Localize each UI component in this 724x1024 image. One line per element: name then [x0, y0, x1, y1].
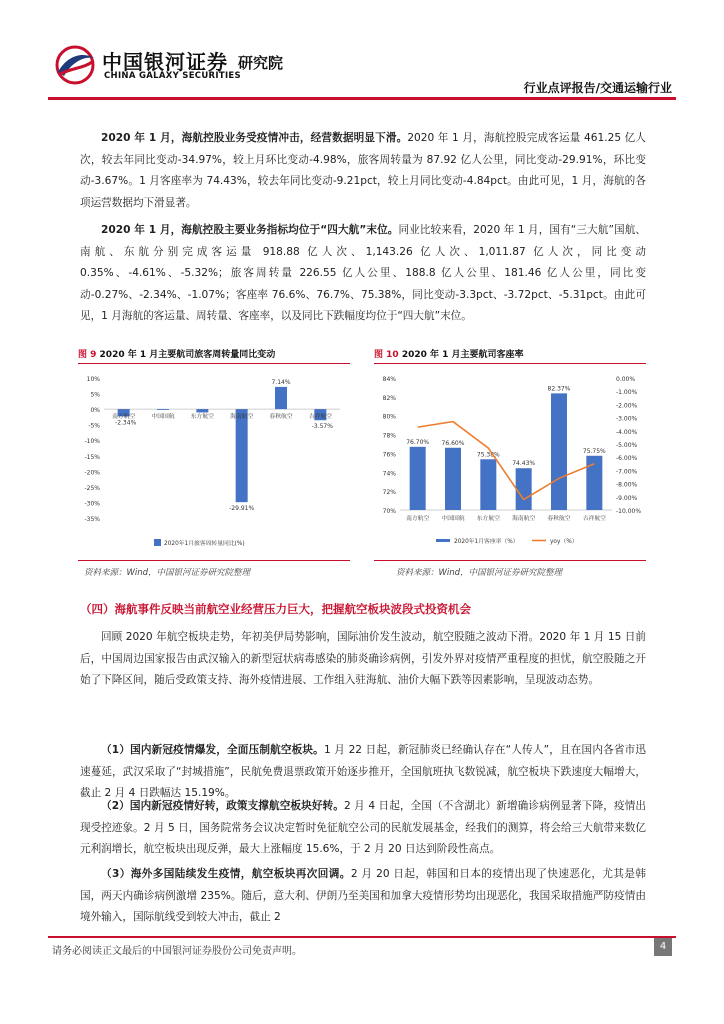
y-right-tick-label: -5.00%	[616, 442, 638, 449]
y-right-tick-label: -9.00%	[616, 494, 638, 502]
legend-swatch-bar	[436, 539, 450, 542]
paragraph-lead: 2020 年 1 月，海航控股主要业务指标均位于“四大航”末位。	[101, 224, 399, 236]
figure-10-caption: 2020 年 1 月主要航司客座率	[401, 350, 524, 360]
y-right-tick-label: -7.00%	[616, 468, 638, 476]
category-label: 吉祥航空	[582, 516, 606, 522]
bar	[516, 468, 532, 510]
paragraph-body: 1 月 22 日起，新冠肺炎已经确认存在“人传人”，且在国内各省市迅速蔓延，武汉采取了“封城措施”，民航免费退票政策开始逐步推开，全国航班执飞数锐减，航空板块下跌速度大幅增大，截止 2 月 4 日跌幅达 15.19%。	[80, 744, 647, 799]
y-tick-label: 10%	[86, 376, 100, 383]
legend-label: 2020年1月客座率（%）	[454, 539, 519, 545]
y-left-tick-label: 70%	[382, 508, 396, 515]
y-tick-label: -25%	[84, 484, 100, 492]
y-left-tick-label: 84%	[382, 376, 396, 383]
legend-label: 2020年1月旅客周转量同比(%)	[164, 541, 245, 547]
paragraph-body: 回顾 2020 年航空板块走势，年初美伊局势影响，国际油价发生波动，航空股随之波动下滑。2020 年 1 月 15 日前后，中国周边国家报告由武汉输入的新型冠状病毒感染的肺炎确诊病例，引发外界对疫情严重程度的担忧，航空股随之开始了下降区间，随后受政策支持、海外疫情进展、工作组入驻海航、油价大幅下跌等因素影响，呈现波动态势。	[80, 631, 646, 686]
chart-load-factor	[374, 366, 646, 558]
figure-10-source: 资料来源：Wind，中国银河证券研究院整理	[396, 568, 563, 578]
y-tick-label: -15%	[84, 453, 100, 461]
figure-9-title	[78, 347, 275, 360]
galaxy-logo-icon	[50, 44, 100, 86]
category-label: 中国国航	[441, 516, 465, 522]
paragraph-phase-2	[80, 796, 646, 861]
y-tick-label: -5%	[88, 422, 100, 430]
y-left-tick-label: 80%	[382, 413, 396, 421]
category-label: 海南航空	[512, 516, 536, 522]
y-right-tick-label: 0.00%	[616, 376, 636, 383]
figure-10-top-rule	[374, 363, 646, 364]
figure-9-top-rule	[78, 363, 350, 364]
bar	[445, 448, 461, 510]
data-label: 82.37%	[547, 385, 571, 393]
paragraph-lead: （1）国内新冠疫情爆发，全面压制航空板块。	[101, 744, 324, 756]
paragraph-lead: 2020 年 1 月，海航控股业务受疫情冲击，经营数据明显下滑。	[101, 132, 408, 144]
figure-10-number: 图 10	[374, 350, 399, 360]
y-right-tick-label: -2.00%	[616, 402, 638, 410]
figure-9-caption: 2020 年 1 月主要航司旅客周转量同比变动	[99, 350, 276, 360]
y-right-tick-label: -1.00%	[616, 389, 638, 397]
y-tick-label: -10%	[84, 438, 100, 446]
y-right-tick-label: -8.00%	[616, 481, 638, 489]
bar	[275, 387, 287, 409]
y-tick-label: -20%	[84, 469, 100, 477]
footer-disclaimer: 请务必阅读正文最后的中国银河证券股份公司免责声明。	[52, 946, 302, 957]
bar	[157, 409, 169, 410]
report-type-label: 行业点评报告/交通运输行业	[523, 81, 672, 95]
data-label: 7.14%	[271, 378, 291, 386]
y-left-tick-label: 72%	[382, 489, 396, 497]
y-right-tick-label: -6.00%	[616, 455, 638, 463]
category-label: 东方航空	[476, 516, 500, 522]
bar	[196, 409, 208, 412]
paragraph-body: 2020 年 1 月，海航控股完成客运量 461.25 亿人次，较去年同比变动-34.97%，较上月环比变动-4.98%，旅客周转量为 87.92 亿人公里，同比变动-29.91%，环比变动-3.67%。1 月客座率为 74.43%，较去年同比变动-9.21pct，较上月同比变动-4.84pct。由此可见，1 月，海航的各项运营数据均下滑显著。	[80, 132, 646, 209]
data-label: -2.34%	[115, 419, 137, 427]
figure-10-bottom-rule	[374, 560, 646, 561]
header-divider	[48, 97, 676, 100]
bar	[236, 409, 248, 502]
y-right-tick-label: -4.00%	[616, 428, 638, 436]
y-tick-label: -30%	[84, 500, 100, 508]
figure-9-number: 图 9	[78, 350, 97, 360]
chart-passenger-turnover-yoy	[78, 366, 350, 558]
data-label: 74.43%	[512, 460, 536, 468]
category-label: 中国国航	[151, 414, 175, 421]
y-tick-label: 5%	[90, 391, 100, 399]
brand-name-cn: 中国银河证券	[102, 50, 228, 74]
y-right-tick-label: -3.00%	[616, 415, 638, 423]
bar	[480, 459, 496, 510]
data-label: 75.75%	[582, 447, 606, 455]
y-tick-label: -35%	[84, 516, 100, 523]
figure-10-title	[374, 347, 524, 360]
figure-9-source: 资料来源：Wind，中国银河证券研究院整理	[84, 568, 251, 578]
legend-label: yoy（%）	[550, 539, 578, 545]
paragraph-peer-comparison	[80, 220, 646, 328]
category-label: 东方航空	[190, 414, 214, 421]
category-label: 春秋航空	[547, 516, 571, 522]
bar	[410, 447, 426, 510]
y-left-tick-label: 74%	[382, 470, 396, 478]
data-label: 75.38%	[476, 451, 500, 459]
paragraph-phase-3	[80, 864, 646, 929]
y-left-tick-label: 76%	[382, 451, 396, 459]
y-left-tick-label: 82%	[382, 394, 396, 402]
paragraph-body: 2 月 4 日起，全国（不含湖北）新增确诊病例显著下降，疫情出现受控迹象。2 月 5 日，国务院常务会议决定暂时免征航空公司的民航发展基金，经我们的测算，将会给三大航带来数亿元利润增长，航空板块出现反弹，最大上涨幅度 15.6%，于 2 月 20 日达到阶段性高点。	[80, 800, 646, 855]
page-number: 4	[654, 938, 672, 956]
category-label: 春秋航空	[269, 414, 293, 421]
data-label: -3.57%	[311, 423, 333, 431]
data-label: 76.70%	[406, 438, 430, 446]
brand-department: 研究院	[238, 54, 284, 72]
legend-swatch	[154, 539, 161, 546]
category-label: 海南航空	[230, 414, 254, 421]
brand-name-en: CHINA GALAXY SECURITIES	[104, 71, 241, 81]
paragraph-phase-1	[80, 740, 646, 805]
paragraph-hainan-jan	[80, 128, 646, 214]
paragraph-lead: （2）国内新冠疫情好转，政策支撑航空板块好转。	[101, 800, 344, 812]
paragraph-lead: （3）海外多国陆续发生疫情，航空板块再次回调。	[101, 868, 351, 880]
category-label: 南方航空	[406, 516, 430, 522]
y-left-tick-label: 78%	[382, 432, 396, 440]
paragraph-sector-review	[80, 627, 646, 692]
section-title: （四）海航事件反映当前航空业经营压力巨大，把握航空板块波段式投资机会	[80, 602, 471, 616]
series-line-yoy	[418, 422, 595, 500]
data-label: 76.60%	[441, 439, 465, 447]
paragraph-body: 2 月 20 日起，韩国和日本的疫情出现了快速恶化，尤其是韩国，两天内确诊病例激增 235%。随后，意大利、伊朗乃至美国和加拿大疫情形势均出现恶化，我国采取措施严防疫情由境外输入，国际航线受到较大冲击，截止 2	[80, 868, 646, 923]
footer-divider	[48, 936, 676, 938]
bar	[551, 393, 567, 510]
category-label: 南方航空	[112, 414, 136, 421]
data-label: -29.91%	[229, 505, 255, 513]
paragraph-body: 同业比较来看，2020 年 1 月，国有“三大航”国航、南航、东航分别完成客运量 918.88 亿人次、1,143.26 亿人次、1,011.87 亿人次，同比变动 0.35%、-4.61%、-5.32%；旅客周转量 226.55 亿人公里、188.8 亿人公里、181.46 亿人公里，同比变动-0.27%、-2.34%、-1.07%；客座率 76.6%、76.7%、75.38%，同比变动-3.3pct、-3.72pct、-5.31pct。由此可见，1 月海航的客运量、周转量、客座率，以及同比下跌幅度均位于“四大航”末位。	[80, 224, 647, 322]
category-label: 吉祥航空	[308, 414, 332, 421]
y-right-tick-label: -10.00%	[616, 508, 642, 515]
y-tick-label: 0%	[90, 407, 100, 415]
figure-9-bottom-rule	[78, 560, 350, 561]
